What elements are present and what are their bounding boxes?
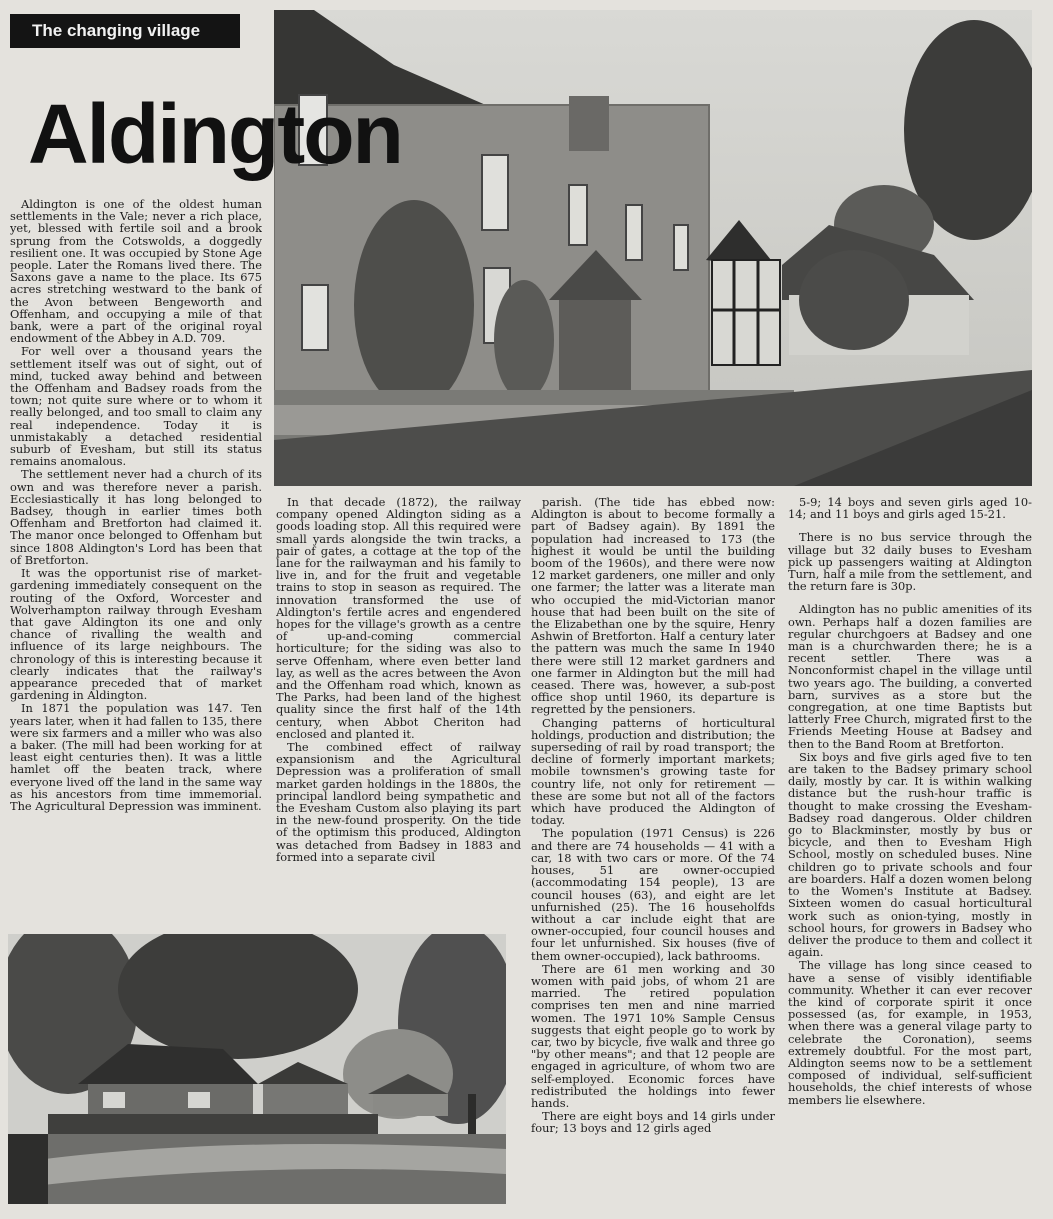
article-column-2 <box>276 496 521 920</box>
paragraph: Changing patterns of horticultural holdings, production and distribution; the superseding of rail by road transport; the decline of formerly important markets; mobile townsmen's growing taste for country life, not only for retirement — these are some but not all of the factors which have produced the Aldington of today. <box>531 715 775 828</box>
paragraph: There is no bus service through the village but 32 daily buses to Evesham pick up passengers waiting at Aldington Turn, half a mile from the settlement, and the return fare is 30p. <box>788 530 1032 594</box>
village-street-illustration <box>274 10 1032 486</box>
paragraph: Aldington is one of the oldest human settlements in the Vale; never a rich place, yet, blessed with fertile soil and a brook sprung from the Cotswolds, a doggedly resilient one. It was occupied by Stone Age people. Later the Romans lived there. The Saxons gave a name to the place. Its 675 acres stretching westward to the bank of the Avon between Bengeworth and Offenham, and occupying a mile of that bank, were a part of the original royal endowment of the Abbey in A.D. 709. <box>10 198 262 346</box>
paragraph: The settlement never had a church of its own and was therefore never a parish. Ecclesiastically it has long belonged to Badsey, though in earlier times both Offenham and Bretforton had claimed it. The manor once belonged to Offenham but since 1808 Aldington's Lord has been that of Bretforton. <box>10 467 262 567</box>
paragraph: Aldington has no public amenities of its own. Perhaps half a dozen families are regular churchgoers at Badsey and one man is a churchwarden there; he is a recent settler. There was a Nonconformist chapel in the village until two years ago. The building, a converted barn, survives as a store but the congregation, at one time Baptists but latterly Free Church, migrated first to the Friends Meeting House at Badsey and then to the Band Room at Bretforton. <box>788 602 1032 751</box>
paragraph: The population (1971 Census) is 226 and there are 74 households — 41 with a car, 18 with two cars or more. Of the 74 houses, 51 are owner-occupied (accommodating 154 people), 13 are council houses (63), and eight are let unfurnished (25). The 16 householfds without a car include eight that are owner-occupied, four council houses and four let unfurnished. Six houses (five of them owner-occupied), lack bathrooms. <box>531 826 775 963</box>
paragraph: 5-9; 14 boys and seven girls aged 10-14; and 11 boys and girls aged 15-21. <box>788 496 1032 522</box>
article-column-4 <box>788 496 1032 1208</box>
paragraph: The combined effect of railway expansionism and the Agricultural Depression was a proliferation of small market garden holdings in the 1880s, the principal landlord being sympathetic and the Evesham Custom also playing its part in the new-found prosperity. On the tide of the optimism this produced, Aldington was detached from Badsey in 1883 and formed into a separate civil <box>276 740 521 864</box>
paragraph: The village has long since ceased to have a sense of visibly identifiable community. Whether it can ever recover the kind of corporate spirit it once possessed (as, for example, in 1953, when there was a general vilage party to celebrate the Coronation), seems extremely doubtful. For the most part, Aldington seems now to be a settlement composed of individual, self-sufficient households, the chief interests of whose members lie elsewhere. <box>788 958 1032 1107</box>
headline: Aldington <box>28 87 402 181</box>
paragraph: parish. (The tide has ebbed now: Aldington is about to become formally a part of Badsey again). By 1891 the population had increased to 173 (the highest it would be until the building boom of the 1960s), and there were now 12 market gardeners, one miller and only one farmer; the latter was a literate man who occupied the mid-Victorian manor house that had been built on the site of the Elizabethan one by the squire, Henry Ashwin of Bretforton. Half a century later the pattern was much the same In 1940 there were still 12 market gardners and one farmer in Aldington but the mill had ceased. There was, however, a sub-post office shop until 1960, its departure is regretted by the pensioners. <box>531 496 775 717</box>
paragraph: It was the opportunist rise of market-gardening immediately consequent on the routing of the Oxford, Worcester and Wolverhampton railway through Evesham that gave Aldington its one and only chance of rivalling the wealth and influence of its large neighbours. The chronology of this is interesting because it clearly indicates that the railway's appearance preceded that of market gardening in Aldington. <box>10 566 262 703</box>
bungalows-illustration <box>8 934 506 1204</box>
paragraph: For well over a thousand years the settlement itself was out of sight, out of mind, tucked away behind and between the Offenham and Badsey roads from the town; not quite sure where or to whom it really belonged, and too small to claim any real independence. Today it is unmistakably a detached residential suburb of Evesham, but still its status remains anomalous. <box>10 344 262 469</box>
paragraph: There are eight boys and 14 girls under four; 13 boys and 12 girls aged <box>531 1109 775 1136</box>
paragraph: There are 61 men working and 30 women with paid jobs, of whom 21 are married. The retired population comprises ten men and nine married women. The 1971 10% Sample Census suggests that eight people go to work by car, two by bicycle, five walk and three go "by other means"; and that 12 people are engaged in agriculture, of whom two are self-employed. Economic forces have redistributed the holdings into fewer hands. <box>531 961 775 1110</box>
paragraph: Six boys and five girls aged five to ten are taken to the Badsey primary school daily, mostly by car. It is within walking distance but the rush-hour traffic is thought to make crossing the Evesham-Badsey road dangerous. Older children go to Blackminster, mostly by bus or bicycle, and then to Evesham High School, mostly on scheduled buses. Nine children go to private schools and four are boarders. Half a dozen women belong to the Women's Institute at Badsey. Sixteen women do casual horticultural work such as onion-tying, mostly in school hours, for growers in Badsey who deliver the produce to them and collect it again. <box>788 749 1032 960</box>
bungalows-photo <box>8 934 506 1204</box>
article-column-3 <box>531 496 775 1206</box>
article-column-1 <box>10 198 262 922</box>
village-street-photo <box>274 10 1032 486</box>
section-tag: The changing village <box>10 14 240 48</box>
paragraph: In 1871 the population was 147. Ten years later, when it had fallen to 135, there were six farmers and a miller who was also a baker. (The mill had been working for at least eight centuries then). It was a little hamlet off the beaten track, where everyone lived off the land in the same way as his ancestors from time immemorial. The Agricultural Depression was imminent. <box>10 701 262 813</box>
paragraph: In that decade (1872), the railway company opened Aldington siding as a goods loading stop. All this required were small yards alongside the twin tracks, a pair of gates, a cottage at the top of the lane for the railwayman and his family to live in, and for the fruit and vegetable trains to stop in season as required. The innovation transformed the use of Aldington's fertile acres and engendered hopes for the village's growth as a centre of up-and-coming commercial horticulture; for the siding was also to serve Offenham, where even better land lay, as well as the acres between the Avon and the Offenham road which, known as The Parks, had been land of the highest quality since the first half of the 14th century, when Abbot Cheriton had enclosed and planted it. <box>276 496 521 741</box>
